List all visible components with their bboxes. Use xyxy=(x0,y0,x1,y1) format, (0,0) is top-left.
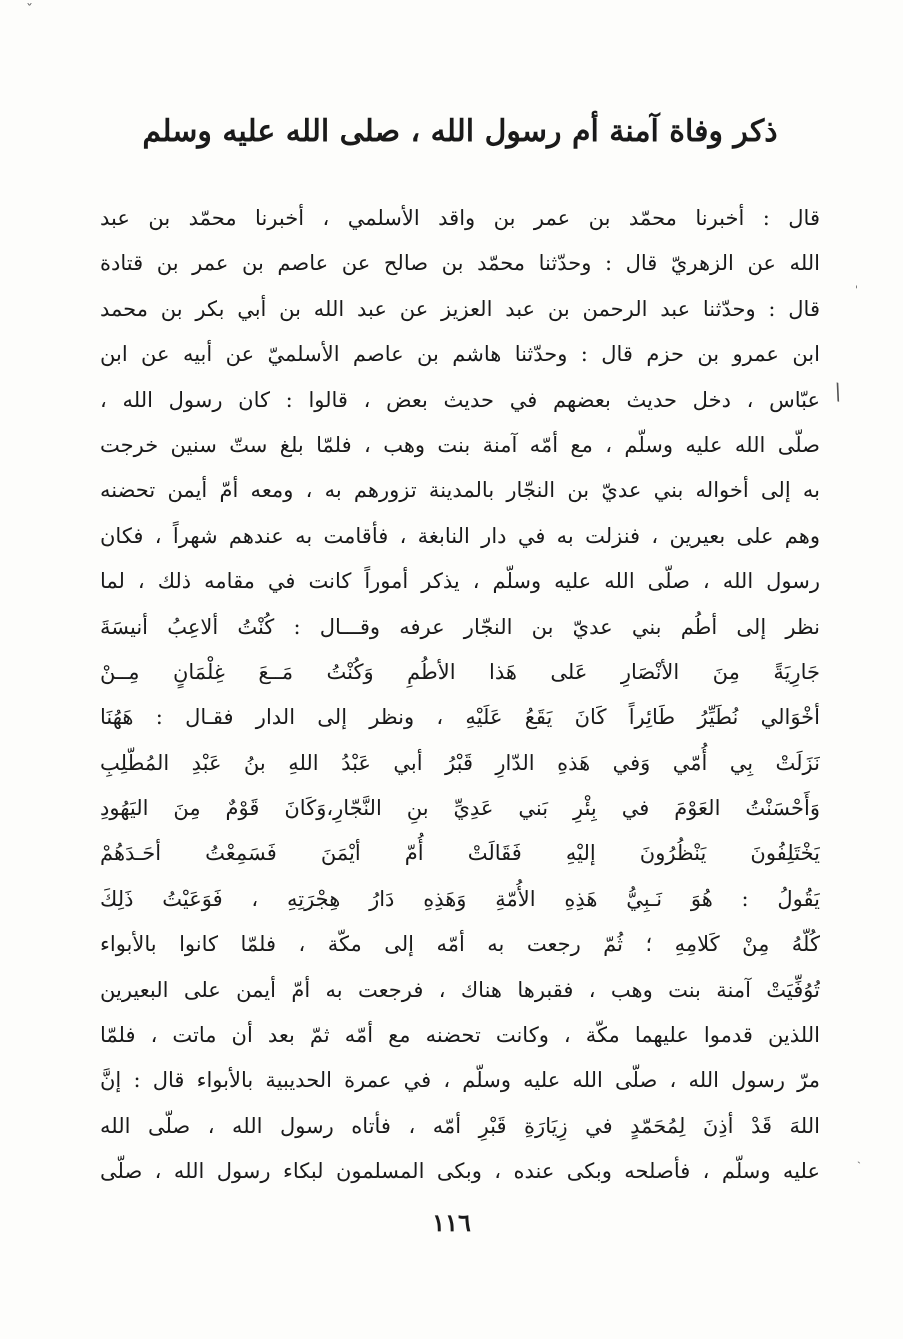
text-line: جَارِيَةً مِنَ الأنْصَارِ عَلى هَذا الأطُمِ وَكُنْتُ مَــعَ غِلْمَانٍ مِــنْ xyxy=(100,659,820,684)
text-line: يَخْتَلِفُونَ يَنْظُرُونَ إليْهِ فَقَالَتْ أُمّ أيْمَنَ فَسَمِعْتُ أحَـدَهُمْ xyxy=(100,841,820,866)
text-line: اللهَ قَدْ أذِنَ لِمُحَمّدٍ في زِيَارَةِ قَبْرِ أمّه ، فأتاه رسول الله ، صلّى الله xyxy=(100,1113,820,1138)
text-line: وَأَحْسَنْتُ العَوْمَ في بِئْرِ بَني عَدِيِّ بنِ النَّجّارِ،وَكَانَ قَوْمٌ مِنَ اليَهُودِ xyxy=(100,796,820,821)
text-line: قال : أخبرنا محمّد بن عمر بن واقد الأسلمي ، أخبرنا محمّد بن عبد xyxy=(100,206,820,230)
margin-tick: ˏ xyxy=(857,1150,861,1164)
text-line: نَزَلَتْ بِي أُمّي وَفي هَذهِ الدّارِ قَبْرُ أبي عَبْدُ اللهِ بنُ عَبْدِ المُطّلِبِ xyxy=(100,750,820,775)
margin-mark: \ xyxy=(830,379,845,406)
body-text xyxy=(100,196,820,1195)
margin-dot: ' xyxy=(855,285,858,296)
chapter-title: ذكر وفاة آمنة أم رسول الله ، صلى الله عليه وسلم xyxy=(142,114,778,149)
text-line: عليه وسلّم ، فأصلحه وبكى عنده ، وبكى المسلمون لبكاء رسول الله ، صلّى xyxy=(100,1159,820,1184)
text-line: عبّاس ، دخل حديث بعضهم في حديث بعض ، قالوا : كان رسول الله ، xyxy=(100,387,820,412)
page-number: ١١٦ xyxy=(432,1208,471,1237)
text-line: ابن عمرو بن حزم قال : وحدّثنا هاشم بن عاصم الأسلميّ عن أبيه عن ابن xyxy=(100,342,820,367)
text-line: وهم على بعيرين ، فنزلت به في دار النابغة ، فأقامت به عندهم شهراً ، فكان xyxy=(100,523,820,548)
text-line: يَقُولُ : هُوَ نَـبِيُّ هَذِهِ الأُمّةِ وَهَذِهِ دَارُ هِجْرَتِهِ ، فَوَعَيْتُ ذَلِكَ xyxy=(100,886,820,911)
text-line: به إلى أخواله بني عديّ بن النجّار بالمدينة تزورهم به ، ومعه أمّ أيمن تحضنه xyxy=(100,478,820,503)
corner-mark: ˇ xyxy=(26,2,33,18)
text-line: اللذين قدموا عليهما مكّة ، وكانت تحضنه مع أمّه ثمّ بعد أن ماتت ، فلمّا xyxy=(100,1023,820,1048)
text-line: نظر إلى أطُم بني عديّ بن النجّار عرفه وقـــال : كُنْتُ ألاعِبُ أنيسَةَ xyxy=(100,614,820,639)
text-line: صلّى الله عليه وسلّم ، مع أمّه آمنة بنت وهب ، فلمّا بلغ ستّ سنين خرجت xyxy=(100,432,820,457)
text-line: قال : وحدّثنا عبد الرحمن بن عبد العزيز عن عبد الله بن أبي بكر بن محمد xyxy=(100,296,820,321)
text-line: أخْوَالي نُطَيِّرُ طَائِراً كَانَ يَقَعُ عَلَيْهِ ، ونظر إلى الدار فقـال : هَهُنَا xyxy=(100,705,820,730)
text-line: مرّ رسول الله ، صلّى الله عليه وسلّم ، في عمرة الحديبية بالأبواء قال : إنَّ xyxy=(100,1068,820,1093)
text-line: كُلّهُ مِنْ كَلامِهِ ؛ ثُمّ رجعت به أمّه إلى مكّة ، فلمّا كانوا بالأبواء xyxy=(100,932,820,957)
text-line: رسول الله ، صلّى الله عليه وسلّم ، يذكر أموراً كانت في مقامه ذلك ، لما xyxy=(100,569,820,594)
text-line: تُوُفِّيَتْ آمنة بنت وهب ، فقبرها هناك ، فرجعت به أمّ أيمن على البعيرين xyxy=(100,977,820,1002)
text-line: الله عن الزهريّ قال : وحدّثنا محمّد بن صالح عن عاصم بن عمر بن قتادة xyxy=(100,251,820,276)
